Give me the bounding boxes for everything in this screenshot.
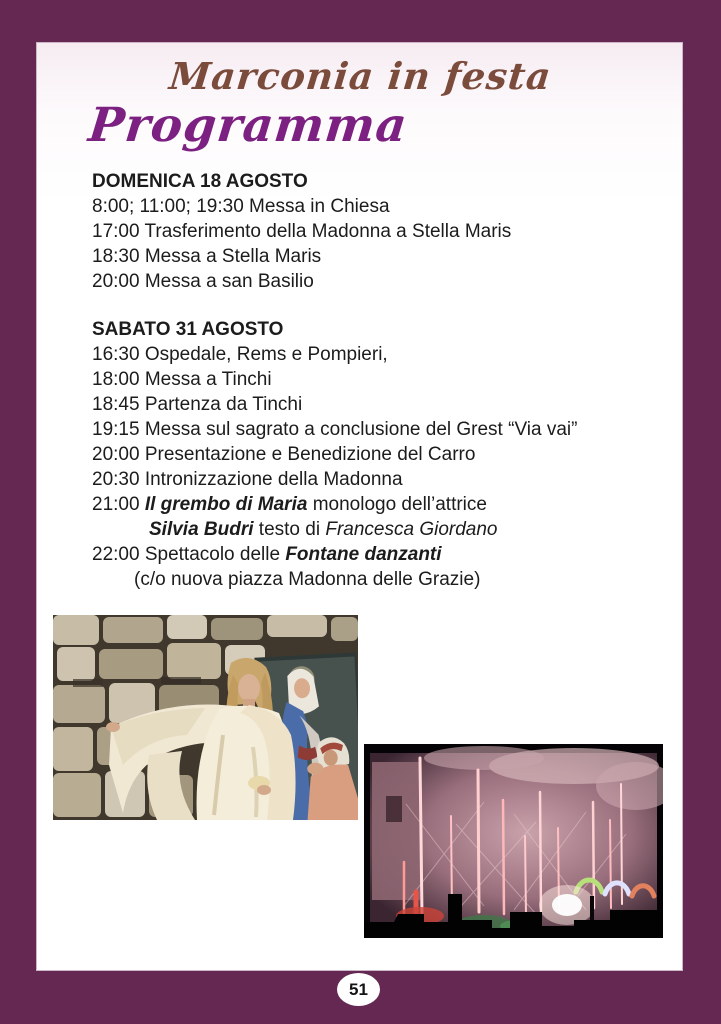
schedule-text-segment: monologo dell’attrice bbox=[307, 494, 487, 515]
schedule-text-segment: testo di bbox=[253, 519, 326, 540]
program-heading: Programma bbox=[86, 98, 411, 153]
schedule-text-segment: 20:30 Intronizzazione della Madonna bbox=[92, 469, 403, 490]
schedule-text-segment: Francesca Giordano bbox=[325, 519, 498, 540]
schedule-text-segment: 16:30 Ospedale, Rems e Pompieri, bbox=[92, 344, 388, 365]
schedule-text-segment: Silvia Budri bbox=[149, 519, 254, 540]
dancing-fountains-photo bbox=[364, 744, 663, 938]
schedule-text-segment: 18:30 Messa a Stella Maris bbox=[92, 246, 322, 267]
dancing-fountains-illustration bbox=[364, 744, 663, 938]
monologue-scene-photo bbox=[53, 615, 358, 820]
schedule-line bbox=[92, 244, 637, 269]
schedule-text-segment: 20:00 Messa a san Basilio bbox=[92, 271, 314, 292]
page-title: Marconia in festa bbox=[167, 54, 554, 98]
schedule-text-segment: Fontane danzanti bbox=[285, 544, 442, 565]
schedule-line bbox=[92, 542, 637, 567]
schedule-line bbox=[92, 269, 637, 294]
schedule-line bbox=[92, 392, 637, 417]
schedule-line bbox=[92, 442, 637, 467]
monologue-scene-illustration bbox=[53, 615, 358, 820]
page-number: 51 bbox=[349, 979, 368, 999]
schedule-line bbox=[92, 517, 637, 542]
page-number-badge bbox=[337, 973, 380, 1006]
schedule-line bbox=[92, 342, 637, 367]
schedule-section-heading: DOMENICA 18 AGOSTO bbox=[92, 171, 308, 192]
schedule-text-segment: 18:45 Partenza da Tinchi bbox=[92, 394, 303, 415]
schedule-list bbox=[92, 169, 637, 592]
schedule-line bbox=[92, 567, 637, 592]
schedule-line bbox=[92, 417, 637, 442]
schedule-text-segment: 21:00 bbox=[92, 494, 145, 515]
schedule-text-segment: 20:00 Presentazione e Benedizione del Carro bbox=[92, 444, 476, 465]
schedule-text-segment: 17:00 Trasferimento della Madonna a Stella Maris bbox=[92, 221, 512, 242]
schedule-text-segment: 22:00 Spettacolo delle bbox=[92, 544, 286, 565]
schedule-text-segment: 8:00; 11:00; 19:30 Messa in Chiesa bbox=[92, 196, 390, 217]
schedule-line bbox=[92, 219, 637, 244]
schedule-text-segment: (c/o nuova piazza Madonna delle Grazie) bbox=[134, 569, 481, 590]
schedule-text-segment: 19:15 Messa sul sagrato a conclusione del Grest “Via vai” bbox=[92, 419, 578, 440]
schedule-line bbox=[92, 467, 637, 492]
schedule-line bbox=[92, 492, 637, 517]
schedule-section-heading: SABATO 31 AGOSTO bbox=[92, 319, 284, 340]
schedule-text-segment: 18:00 Messa a Tinchi bbox=[92, 369, 272, 390]
schedule-text-segment: Il grembo di Maria bbox=[144, 494, 308, 515]
schedule-line bbox=[92, 194, 637, 219]
schedule-line bbox=[92, 367, 637, 392]
